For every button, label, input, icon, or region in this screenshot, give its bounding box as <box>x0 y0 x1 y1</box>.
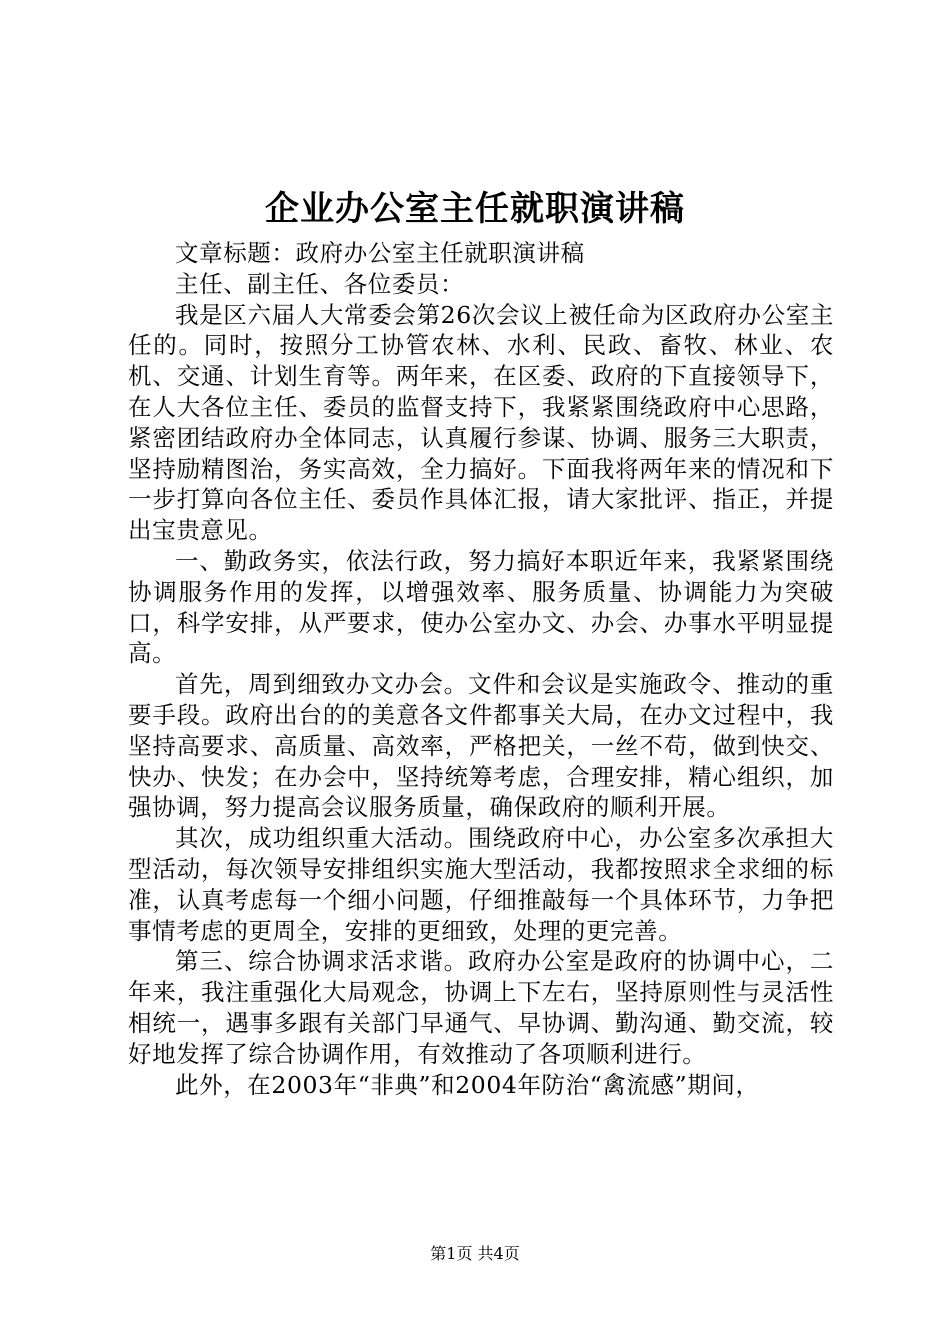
body-paragraph: 此外，在2003年“非典”和2004年防治“禽流感”期间， <box>175 1070 760 1099</box>
body-paragraph: 第三、综合协调求活求谐。政府办公室是政府的协调中心，二年来，我注重强化大局观念，协调上下左右，坚持原则性与灵活性相统一，遇事多跟有关部门早通气、早协调、勤沟通、勤交流，较好地发挥了综合协调作用，有效推动了各项顺利进行。 <box>128 947 834 1068</box>
document-title: 企业办公室主任就职演讲稿 <box>265 189 685 229</box>
article-title-line: 文章标题：政府办公室主任就职演讲稿 <box>175 239 585 267</box>
body-paragraph: 首先，周到细致办文办会。文件和会议是实施政令、推动的重要手段。政府出台的的美意各文件都事关大局，在办文过程中，我坚持高要求、高质量、高效率，严格把关，一丝不苟，做到快交、快办、快发；在办会中，坚持统筹考虑，合理安排，精心组织，加强协调，努力提高会议服务质量，确保政府的顺利开展。 <box>128 670 834 822</box>
body-paragraph: 我是区六届人大常委会第26次会议上被任命为区政府办公室主任的。同时，按照分工协管农林、水利、民政、畜牧、林业、农机、交通、计划生育等。两年来，在区委、政府的下直接领导下，在人大各位主任、委员的监督支持下，我紧紧围绕政府中心思路，紧密团结政府办全体同志，认真履行参谋、协调、服务三大职责，坚持励精图治，务实高效，全力搞好。下面我将两年来的情况和下一步打算向各位主任、委员作具体汇报，请大家批评、指正，并提出宝贵意见。 <box>128 300 834 545</box>
body-paragraph: 一、勤政务实，依法行政，努力搞好本职近年来，我紧紧围绕协调服务作用的发挥，以增强效率、服务质量、协调能力为突破口，科学安排，从严要求，使办公室办文、办会、办事水平明显提高。 <box>128 546 834 668</box>
document-body <box>128 238 834 1100</box>
page-number-footer: 第1页 共4页 <box>430 1244 520 1263</box>
body-paragraph: 其次，成功组织重大活动。围绕政府中心，办公室多次承担大型活动，每次领导安排组织实施大型活动，我都按照求全求细的标准，认真考虑每一个细小问题，仔细推敲每一个具体环节，力争把事情考虑的更周全，安排的更细致，处理的更完善。 <box>128 824 834 945</box>
salutation-line: 主任、副主任、各位委员： <box>175 269 465 298</box>
